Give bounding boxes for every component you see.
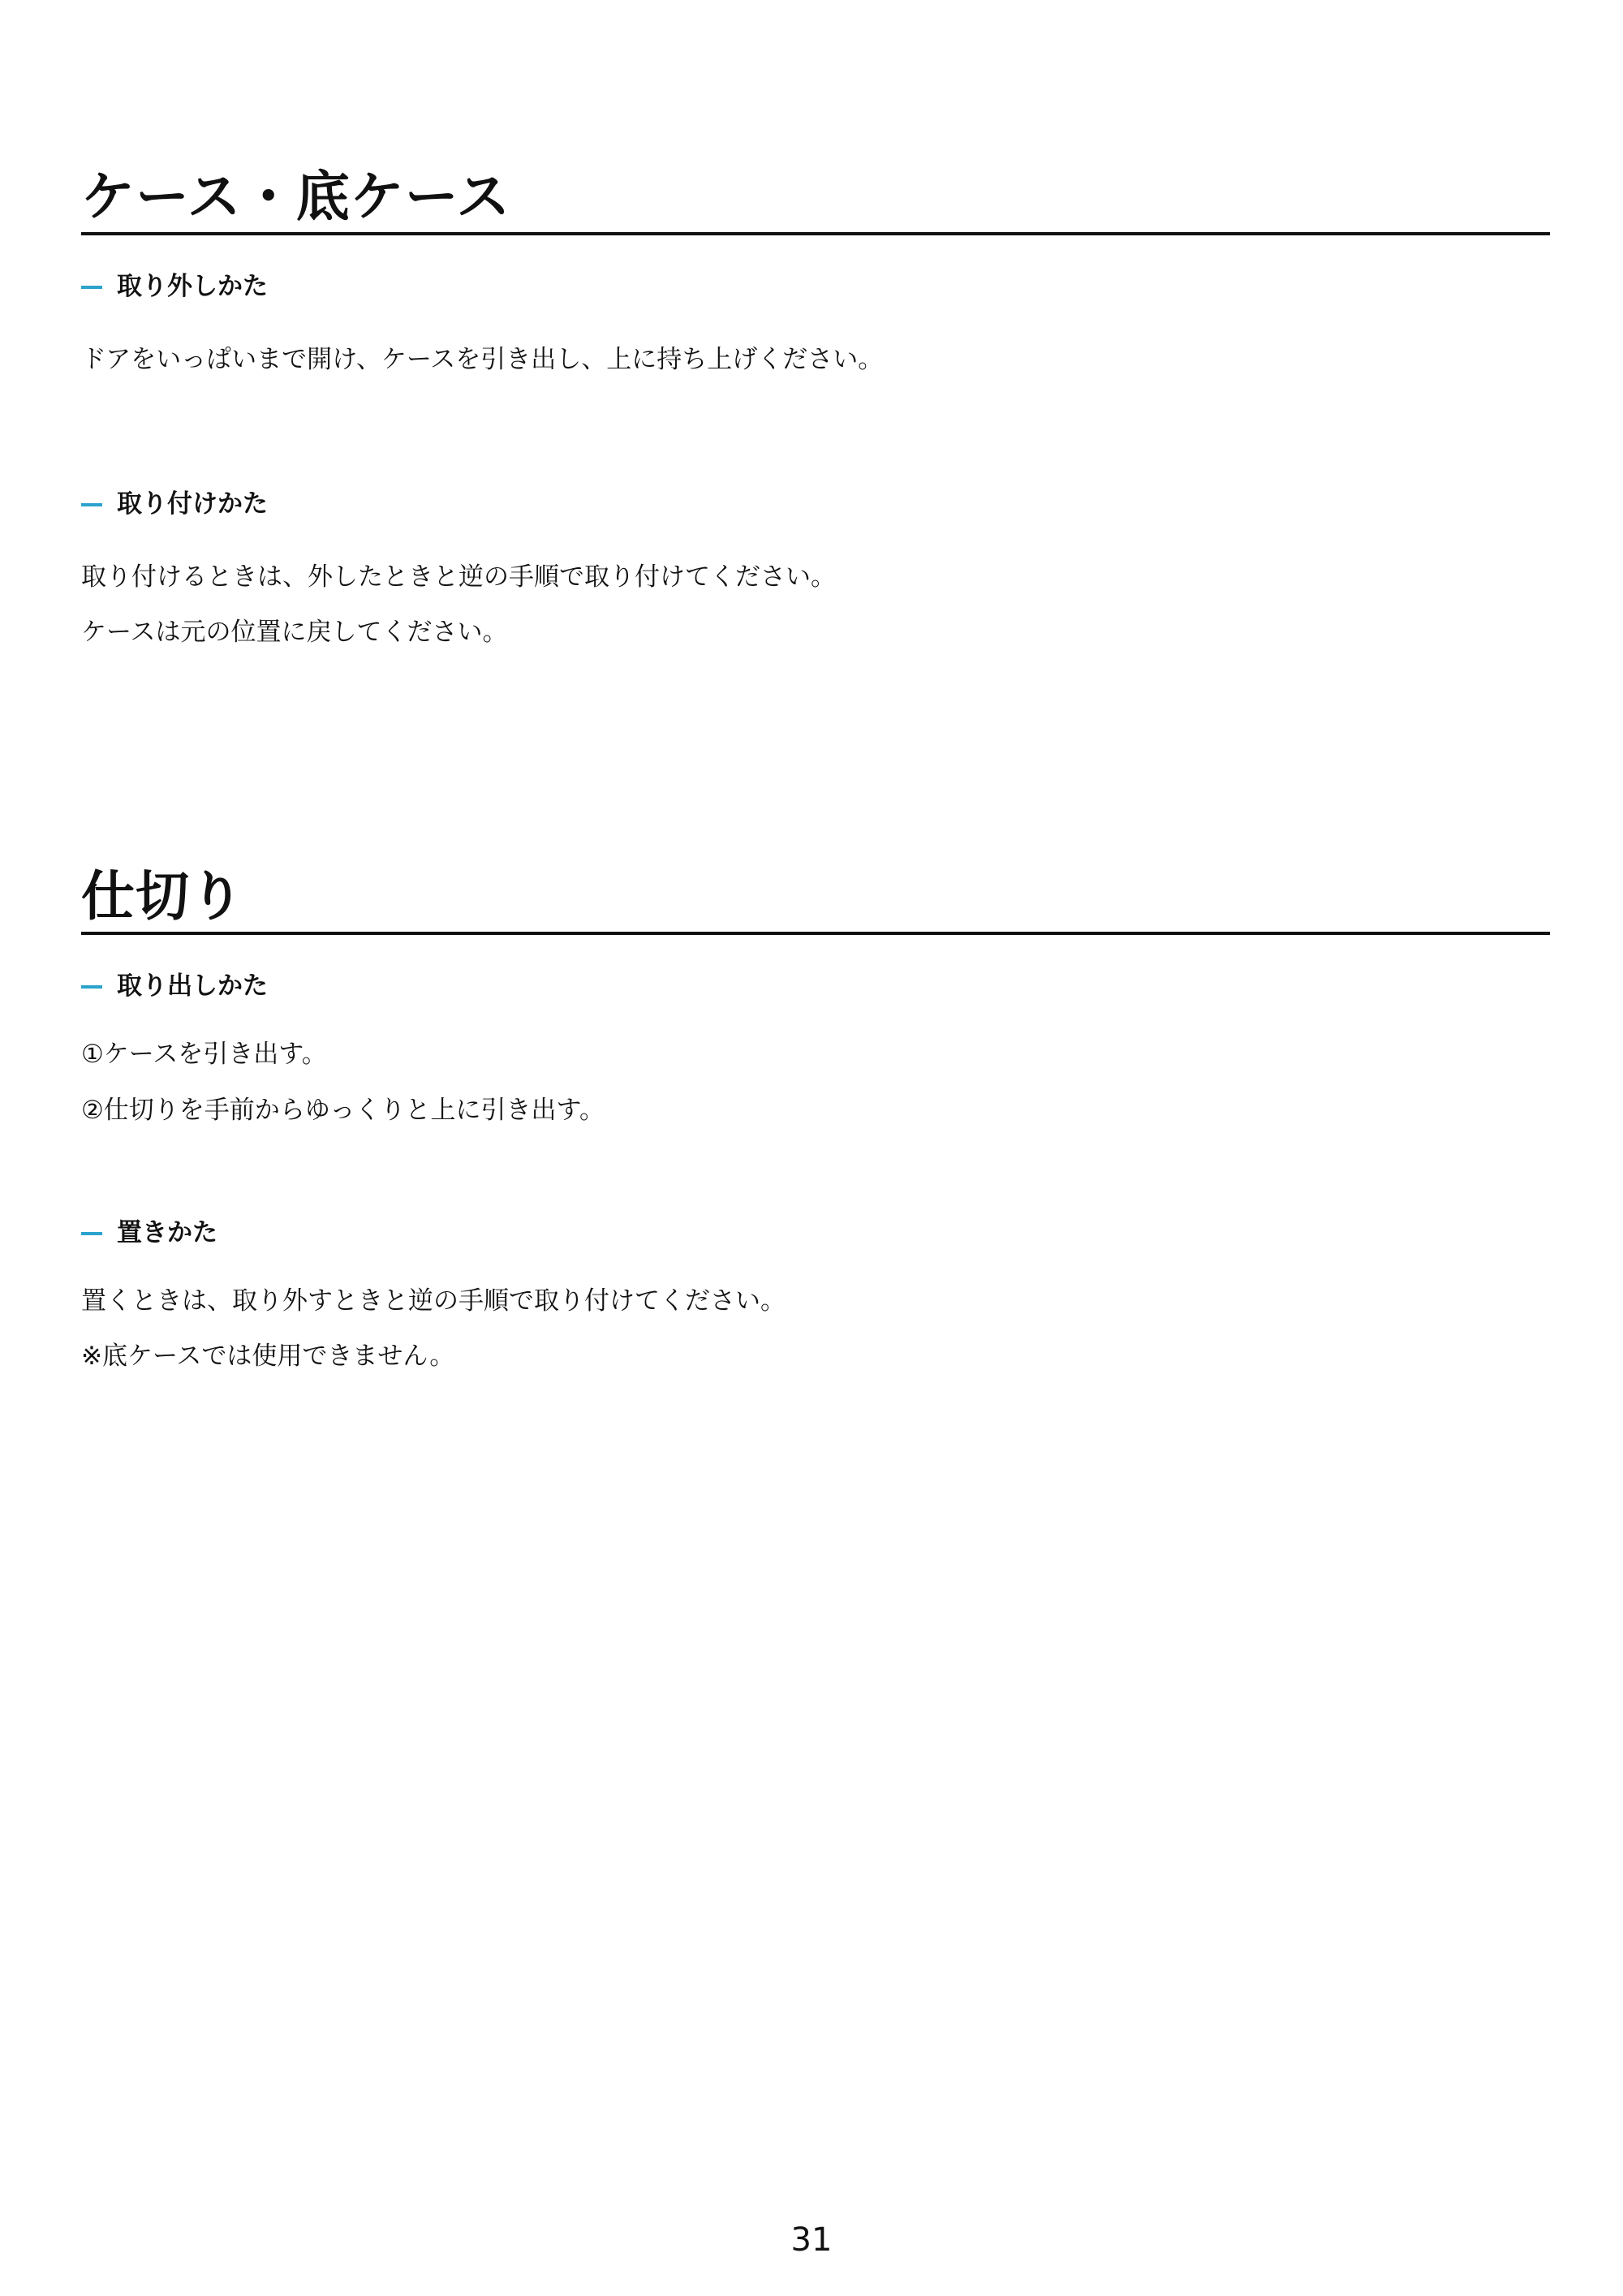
dash-icon [81,286,102,289]
subsection-heading-label: 取り付けかた [117,489,268,519]
subsection-heading [81,971,268,1001]
subsection-heading-label: 取り出しかた [117,971,268,1001]
subsection-heading [81,274,268,299]
section-title: ケース・底ケース [81,170,1550,235]
subsection-heading [81,1218,217,1247]
page-number: 31 [790,2221,833,2259]
dash-icon [81,503,102,506]
body-text: ②仕切りを手前からゆっくりと上に引き出す。 [81,1096,605,1125]
subsection-heading-label: 取り外しかた [117,272,268,301]
body-text: ※底ケースでは使用できません。 [81,1342,455,1371]
dash-icon [81,1232,102,1235]
section-title: 仕切り [81,870,1550,935]
body-text: 取り付けるときは、外したときと逆の手順で取り付けてください。 [81,562,836,592]
body-text: 置くときは、取り外すときと逆の手順で取り付けてください。 [81,1286,786,1316]
section-divider [81,865,1550,1389]
body-text: ケースは元の位置に戻してください。 [81,618,508,647]
dash-icon [81,985,102,989]
section-case [81,166,1550,674]
body-text: ドアをいっぱいまで開け、ケースを引き出し、上に持ち上げください。 [81,345,884,374]
subsection-heading [81,489,268,519]
subsection-heading-label: 置きかた [117,1218,217,1247]
body-text: ①ケースを引き出す。 [81,1040,327,1069]
